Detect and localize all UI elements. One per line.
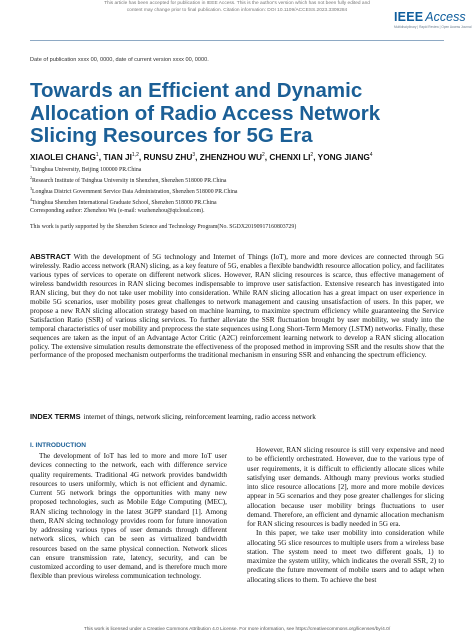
intro-paragraph-3: In this paper, we take user mobility into consideration while allocating 5G slice resources to multiple users from a wireless base station. The system need to meet two different goals, 1) to maximize the system utility, which indicates the overall SSR, 2) to predicate the future movement of mobile users and to adapt when allocating slices to them. To achieve the best [247, 529, 444, 584]
author-1: XIAOLEI CHANG$^1$, [30, 152, 104, 162]
intro-paragraph-2: However, RAN slicing resource is still very expensive and need to be efficiently orchestrated. However, due to the various type of user requirements, it is difficult to efficiently allocate slices while satisfying user demands. Although many previous works studied into slice resource allocations [2], more and more mobile devices appear in 5G scenarios and they pose greater challenges for slicing allocation because user mobility brings fluctuations to user demand. Therefore, an efficient and dynamic allocation mechanism for RAN slicing resources is badly needed in 5G era. [247, 446, 444, 528]
right-column [247, 446, 444, 585]
funding-note: This work is partly supported by the Shenzhen Science and Technology Program(No. SGDX20190917160803729) [30, 224, 297, 230]
abstract [30, 253, 444, 360]
abstract-label: ABSTRACT [30, 252, 71, 261]
publication-notice-line-2: content may change prior to final publication. Citation information: DOI 10.1109/ACCESS.2023.3309284 [126, 8, 348, 13]
publication-notice-line-1: This article has been accepted for publication in IEEE Access. This is the author's version which has not been fully edited and [104, 1, 370, 6]
index-terms [30, 412, 444, 421]
author-list [30, 152, 444, 162]
publication-dates: Date of publication xxxx 00, 0000, date of current version xxxx 00, 0000. [30, 57, 209, 63]
author-2: TIAN JI$^{1,2}$, [103, 152, 144, 162]
author-3: RUNSU ZHU$^3$, [143, 152, 200, 162]
logo-tagline: Multidisciplinary | Rapid Review | Open Access Journal [394, 25, 472, 29]
header-divider [30, 40, 444, 41]
corresponding-author: Corresponding author: Zhenzhou Wu (e-mail: wuzhenzhou@qtcloud.com). [30, 208, 205, 214]
author-6: YONG JIANG$^4$ [317, 152, 373, 162]
paper-title: Towards an Efficient and Dynamic Allocation of Radio Access Network Slicing Resources for 5G Era [30, 79, 381, 147]
left-column [30, 442, 227, 582]
ieee-access-logo [394, 10, 472, 29]
author-4: ZHENZHOU $WU^2$, [199, 152, 270, 162]
intro-paragraph-1: The development of IoT has led to more and more IoT user devices connecting to the network, each with difference service quality requirements. Traditional 4G network provides bandwidth resources to users uniformly, which is not efficient and dynamic. Current 5G network brings the opportunities with many new proposed technologies, such as Mobile Edge Computing (MEC), RAN slicing technology in the latest 3GPP standard [1]. Among them, RAN slcing technology provides room for future innovation by addressing various types of user demands through different network slices, which can be seen as virtualized bandwidth resources based on the same physical connection. Network slices can ensure transmission rate, latency, security, and can be customized according to user demand, and is therefore much more flexible than previous wireless communication technology. [30, 452, 227, 581]
logo-access-text: Access [425, 10, 466, 24]
affiliation-2: $^2$Research Institute of Tsinghua University in Shenzhen, Shenzhen 518000 PR.China [30, 175, 227, 185]
abstract-text: With the development of 5G technology and Internet of Things (IoT), more and more devices are connected through 5G wirelessly. Radio access network (RAN) slicing, as a key feature of 5G, enables a flexible bandwidth resource allocation policy, and facilitates various types of services to operate on different network slices. However, RAN slicing resources is scarce, thus effective management of wireless bandwidth resources in RAN slicing becomes indispensable to improve user satisfaction. Extensive research has investigated into RAN slicing, but they do not take user mobility into consideration. While RAN slicing allocation has a great impact on user experience in mobile 5G scenarios, user mobility poses great challenges to network management and causing unsatisfaction of users. In this paper, we propose a new RAN slicing allocation strategy based on machine learning, to maximize spectrum efficiency while guaranteeing the Service Satisfaction Ratio (SSR) of various slicing services. To further alleviate the SSR fluctuation brought by user mobility, we study into the temporal characteristics of user mobility and preprocess the state sequences using Long Short-Term Memory (LSTM) networks. Finally, these sequences are taken as the input of an Advantage Actor Critic (A2C) reinforcement learning network to develop a RAN slicing allocation policy. The extensive simulation results demonstrate the effectiveness of the proposed method in improving SSR and the results show that the performance of the proposed mechanism outperforms the traditional mechanism in ensuring SSR and enhancing the spectrum efficiency. [30, 253, 444, 360]
affiliation-3: $^3$Longhua District Government Service Data Administration, Shenzhen 518000 PR.China [30, 186, 238, 196]
logo-ieee-text: IEEE [394, 10, 424, 24]
affiliation-1: $^1$Tsinghua University, Beijing 100000 PR.China [30, 164, 142, 173]
author-5: CHENXI $LI^2$, [269, 152, 318, 162]
affiliations [30, 163, 444, 208]
section-heading-introduction: I. INTRODUCTION [30, 442, 87, 449]
index-terms-label: INDEX TERMS [30, 412, 81, 421]
license-footer: This work is licensed under a Creative Commons Attribution 4.0 License. For more information, see https://creativecommons.org/licenses/by/4.0/ [83, 627, 391, 632]
affiliation-4: $^4$Tsinghua Shenzhen International Graduate School, Shenzhen 518000 PR.China [30, 197, 217, 207]
index-terms-text: internet of things, network slicing, reinforcement learning, radio access network [83, 413, 316, 421]
